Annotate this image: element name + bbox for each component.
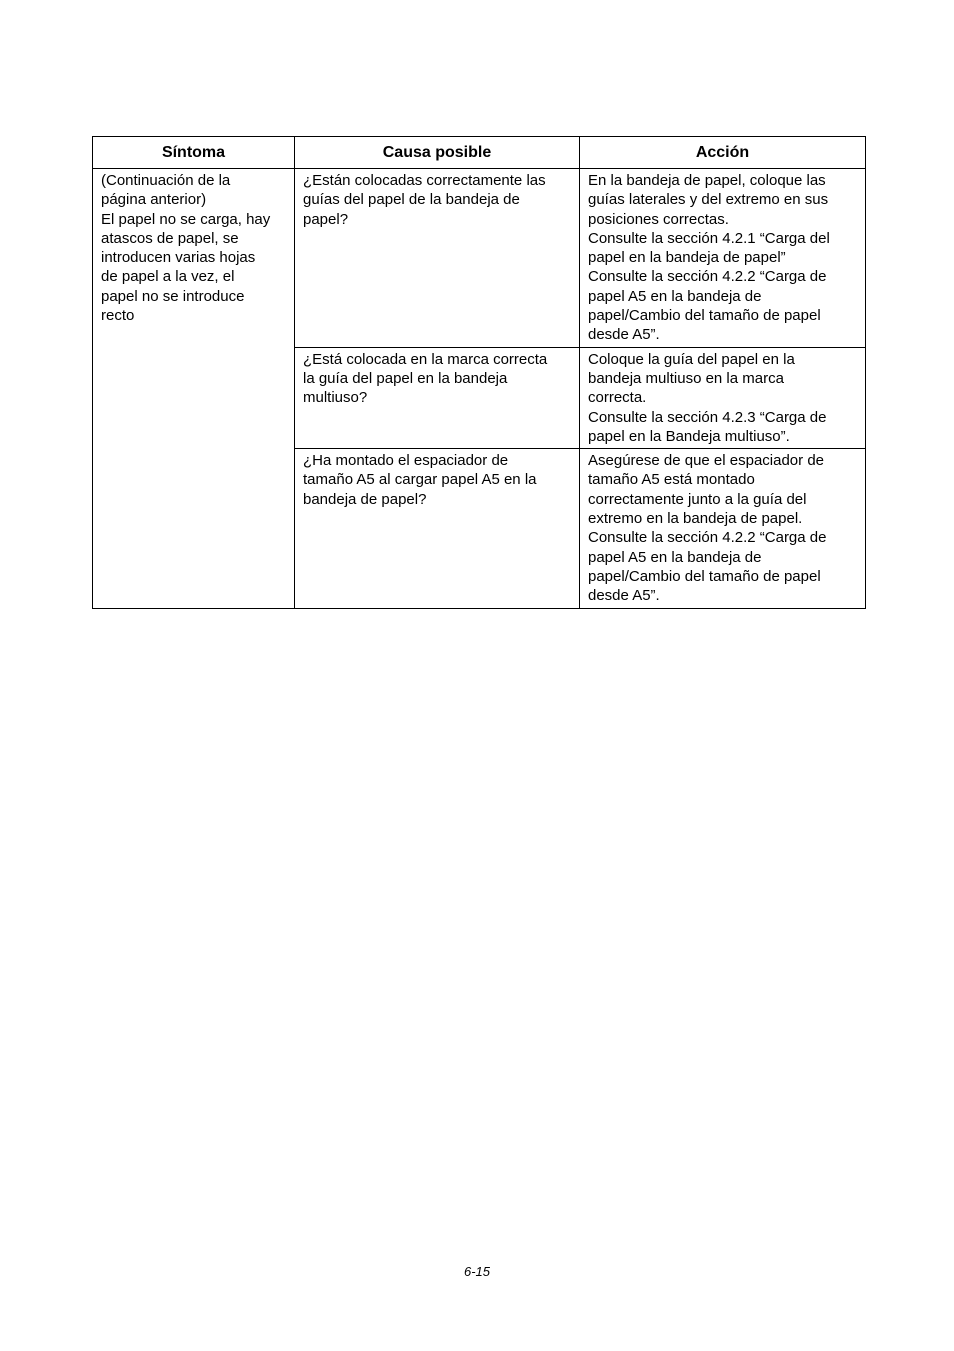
action-line: Consulte la sección 4.2.2 “Carga de [588, 529, 827, 547]
cause-line: ¿Está colocada en la marca correcta [303, 350, 548, 368]
action-cell [580, 169, 866, 348]
symptom-line: de papel a la vez, el [101, 268, 235, 286]
action-line: tamaño A5 está montado [588, 471, 755, 489]
action-line: guías laterales y del extremo en sus [588, 191, 829, 209]
symptom-line: papel no se introduce [101, 287, 245, 305]
cause-line: bandeja de papel? [303, 490, 427, 508]
cause-line: guías del papel de la bandeja de [303, 191, 520, 209]
symptom-line: recto [101, 307, 135, 325]
symptom-line: (Continuación de la [101, 172, 231, 189]
action-line: En la bandeja de papel, coloque las [588, 172, 826, 189]
action-line: Coloque la guía del papel en la [588, 350, 795, 368]
action-line: correcta. [588, 389, 647, 407]
action-line: correctamente junto a la guía del [588, 490, 807, 508]
action-line: papel/Cambio del tamaño de papel [588, 307, 821, 325]
cause-line: ¿Ha montado el espaciador de [303, 452, 509, 470]
action-line: desde A5”. [588, 587, 660, 605]
cause-cell [295, 347, 580, 448]
symptom-cell [93, 169, 295, 609]
cause-line: ¿Están colocadas correctamente las [303, 172, 546, 189]
action-line: papel A5 en la bandeja de [588, 548, 762, 566]
header-symptom: Síntoma [93, 137, 295, 169]
action-line: desde A5”. [588, 326, 660, 344]
action-line: Consulte la sección 4.2.3 “Carga de [588, 408, 827, 426]
cause-cell [295, 169, 580, 348]
action-line: papel/Cambio del tamaño de papel [588, 567, 821, 585]
action-line: Consulte la sección 4.2.2 “Carga de [588, 268, 827, 286]
cause-line: papel? [303, 210, 349, 228]
action-line: papel en la bandeja de papel” [588, 249, 786, 267]
header-action: Acción [580, 137, 866, 169]
header-cause: Causa posible [295, 137, 580, 169]
symptom-line: atascos de papel, se [101, 229, 239, 247]
symptom-line: El papel no se carga, hay [101, 210, 271, 228]
symptom-line: introducen varias hojas [101, 249, 256, 267]
troubleshooting-table [92, 136, 866, 609]
table-row [93, 169, 866, 348]
action-line: Asegúrese de que el espaciador de [588, 452, 825, 470]
cause-line: tamaño A5 al cargar papel A5 en la [303, 471, 537, 489]
action-line: posiciones correctas. [588, 210, 729, 228]
action-line: Consulte la sección 4.2.1 “Carga del [588, 229, 830, 247]
action-cell [580, 449, 866, 608]
cause-line: multiuso? [303, 389, 368, 407]
action-cell [580, 347, 866, 448]
cause-cell [295, 449, 580, 608]
symptom-line: página anterior) [101, 191, 207, 209]
table-header-row [93, 137, 866, 169]
page-number: 6-15 [463, 1264, 491, 1279]
action-line: papel A5 en la bandeja de [588, 287, 762, 305]
action-line: bandeja multiuso en la marca [588, 369, 784, 387]
action-line: extremo en la bandeja de papel. [588, 510, 803, 528]
cause-line: la guía del papel en la bandeja [303, 369, 508, 387]
action-line: papel en la Bandeja multiuso”. [588, 427, 790, 445]
